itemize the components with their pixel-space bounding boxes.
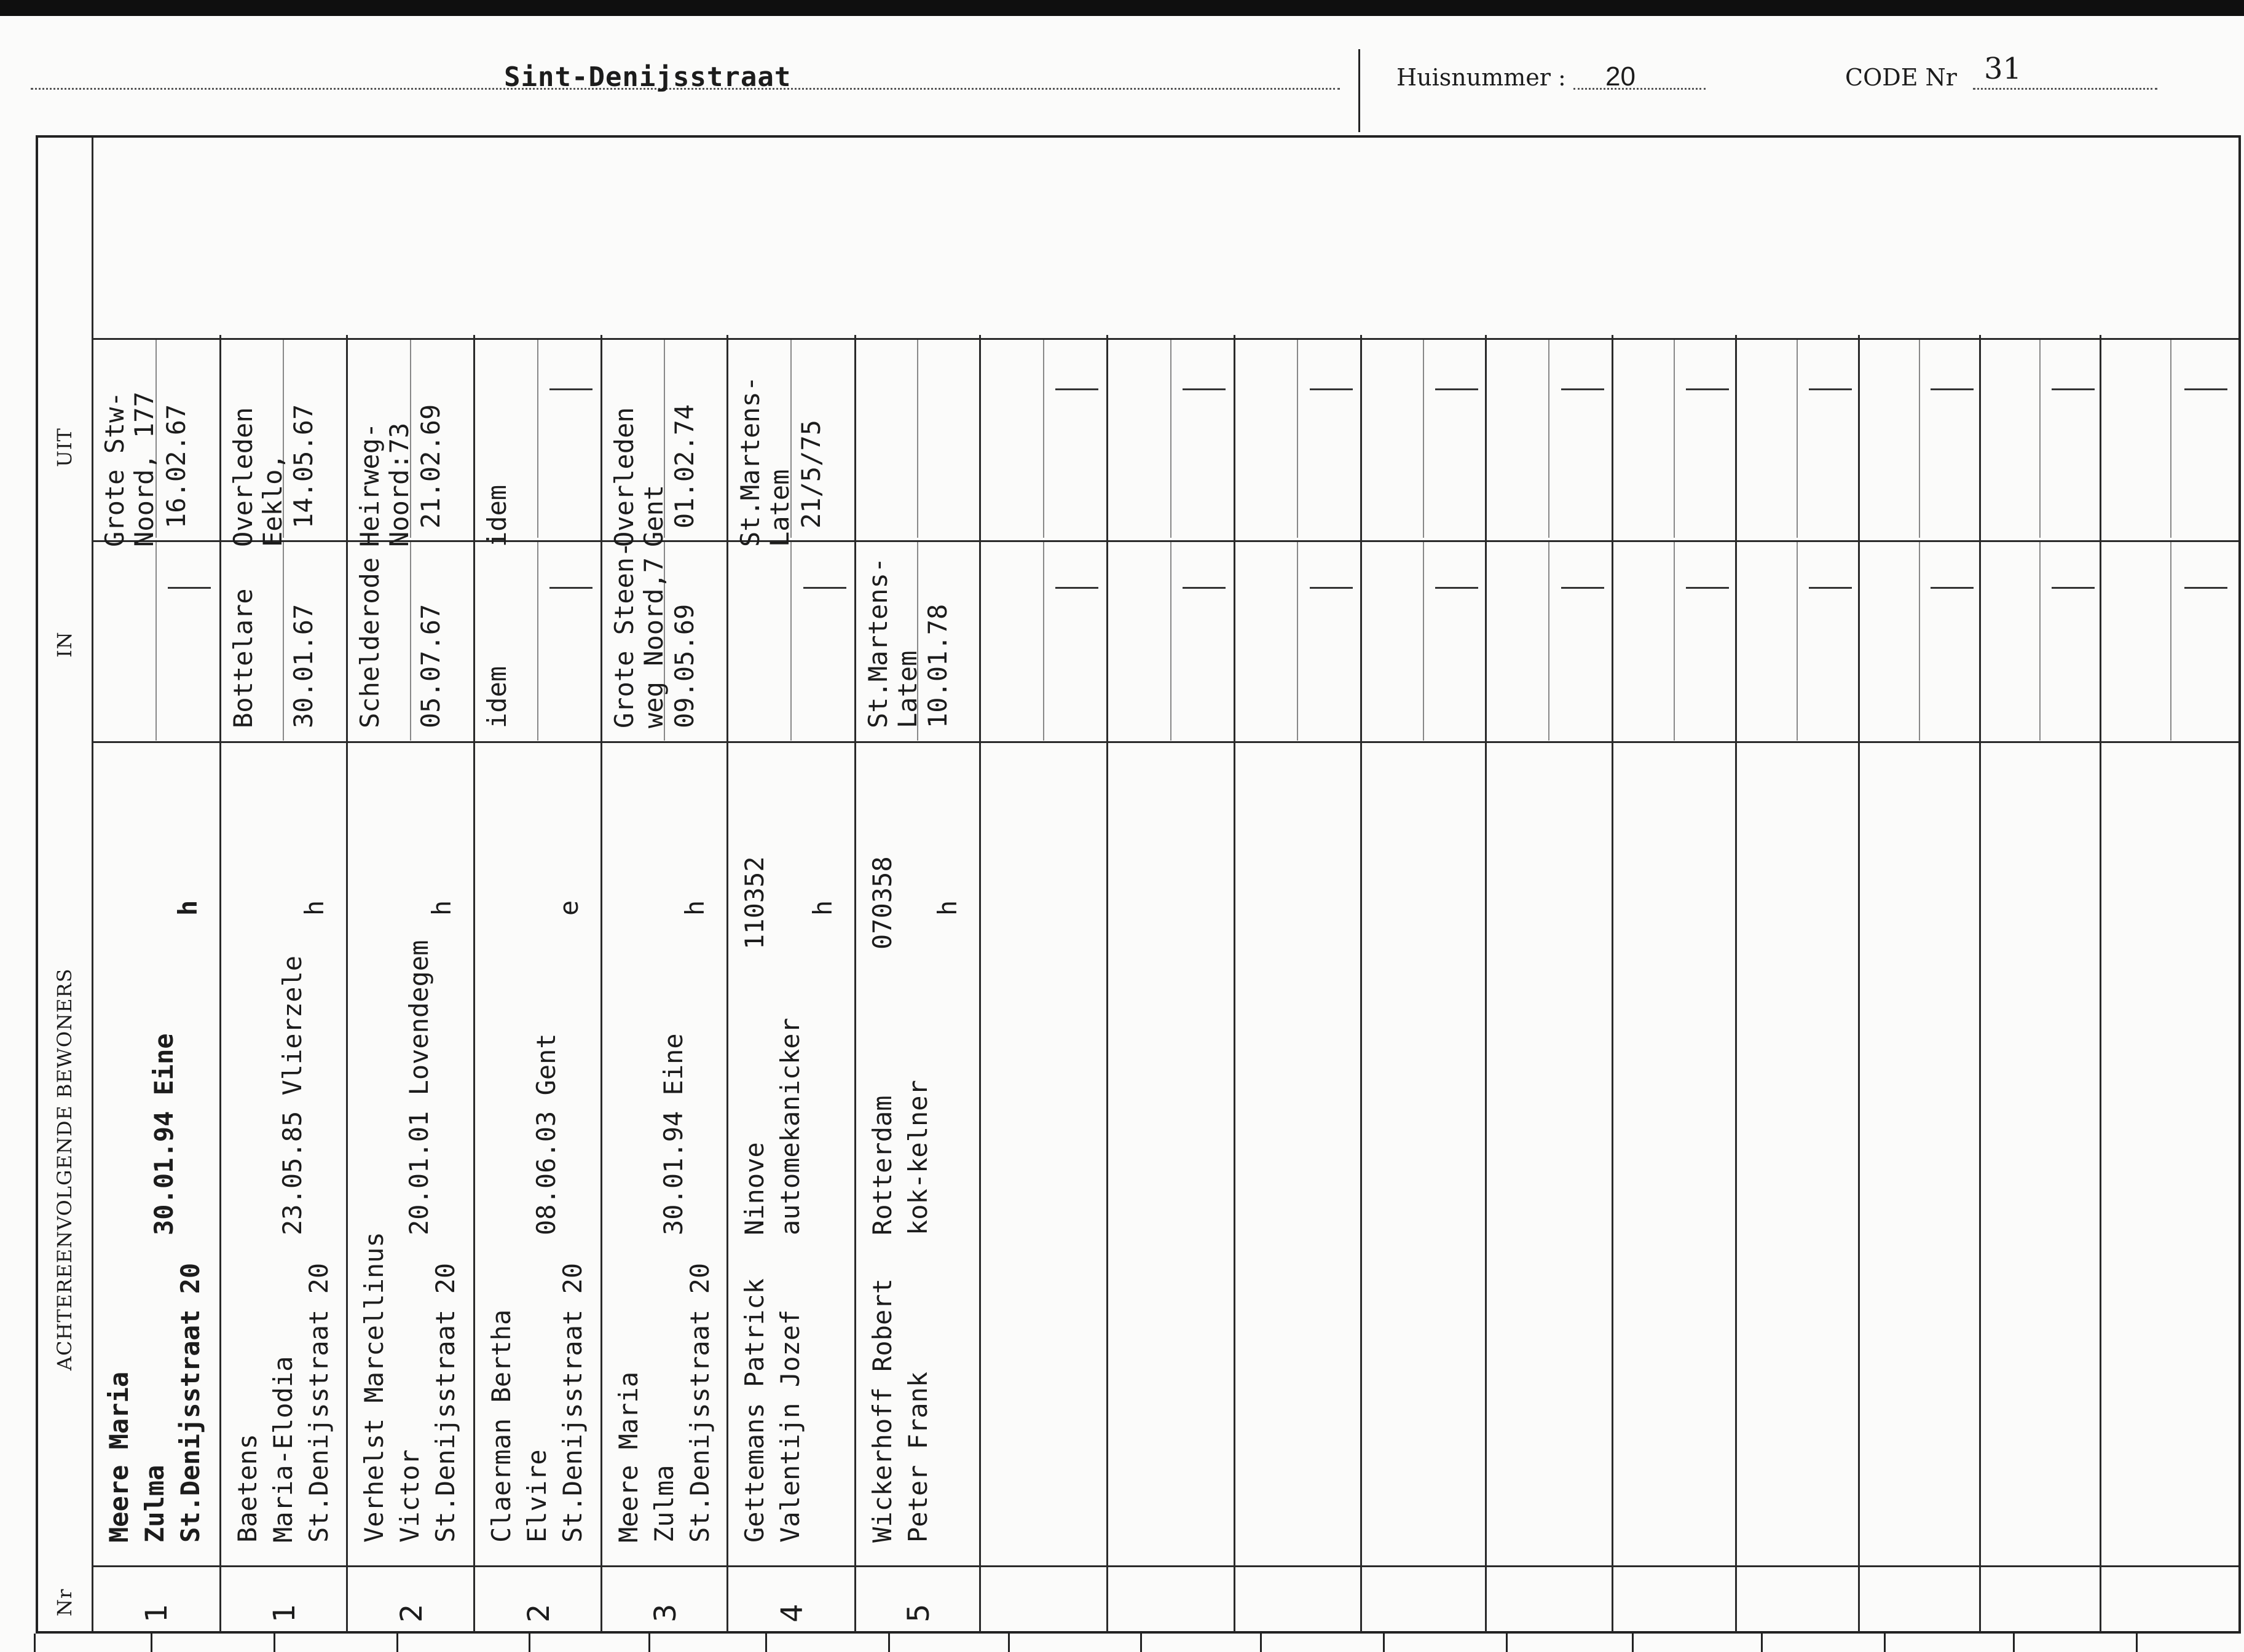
in-date-split <box>283 541 284 741</box>
in-date: 09.05.69 <box>669 604 699 728</box>
uit-date-split <box>2039 338 2041 538</box>
in-date-split <box>156 541 157 741</box>
record-nr: 2 <box>394 1603 429 1622</box>
uit-date-split <box>1548 338 1549 538</box>
in-place: St.Martens- Latem <box>863 557 923 728</box>
in-date-split <box>1043 541 1044 741</box>
bottom-tick <box>396 1634 398 1652</box>
empty-uit-dash <box>1055 388 1098 390</box>
code-label: CODE Nr <box>1845 64 1957 91</box>
empty-uit-dash <box>1686 388 1729 390</box>
birth-info: 23.05.85 Vlierzele <box>277 955 307 1235</box>
resident-name-line: Verhelst Marcellinus <box>359 1232 389 1543</box>
bewoners-label: ACHTEREENVOLGENDE BEWONERS <box>53 968 76 1371</box>
empty-uit-dash <box>1435 388 1478 390</box>
in-place: idem <box>482 666 512 728</box>
birth-info: 08.06.03 Gent <box>531 1033 561 1235</box>
bottom-tick <box>2013 1634 2015 1652</box>
uit-date-split <box>537 338 538 538</box>
in-date: 30.01.67 <box>288 604 319 728</box>
resident-name-line: Victor <box>395 1449 425 1543</box>
huisnummer-dotted-line <box>1573 88 1706 90</box>
uit-date-split <box>1797 338 1798 538</box>
resident-name-line: St.Denijsstraat 20 <box>304 1262 334 1543</box>
birth-info: Ninove <box>739 1142 770 1235</box>
bottom-tick <box>1260 1634 1262 1652</box>
bottom-tick <box>1632 1634 1634 1652</box>
empty-uit-dash <box>2052 388 2095 390</box>
uit-date-split <box>1170 338 1171 538</box>
empty-uit-dash <box>1809 388 1852 390</box>
person-code: 110352 <box>739 856 770 950</box>
in-place: Schelderode <box>355 557 385 728</box>
bottom-tick <box>529 1634 530 1652</box>
in-label: IN <box>53 631 76 658</box>
column-divider <box>854 335 856 1632</box>
role-marker: h <box>299 900 329 916</box>
uit-date-split <box>2170 338 2171 538</box>
uit-place: Overleden Gent <box>609 407 669 547</box>
uit-place: St.Martens- Latem <box>735 376 795 547</box>
in-date-split <box>410 541 411 741</box>
bottom-tick <box>151 1634 152 1652</box>
record-nr: 3 <box>648 1603 683 1622</box>
uit-label: UIT <box>53 428 76 467</box>
uit-date-split <box>1674 338 1675 538</box>
role-marker: h <box>808 900 838 916</box>
uit-date: 01.02.74 <box>669 404 699 529</box>
in-date-split <box>1797 541 1798 741</box>
column-divider <box>473 335 475 1632</box>
empty-uit-dash <box>549 388 592 390</box>
empty-uit-dash <box>1931 388 1974 390</box>
role-marker: h <box>932 900 963 916</box>
column-divider <box>1979 335 1981 1632</box>
in-date-split <box>1919 541 1920 741</box>
column-divider <box>2100 335 2101 1632</box>
occupation: automekanicker <box>775 1017 805 1235</box>
huisnummer-label: Huisnummer : <box>1396 64 1566 91</box>
in-date-split <box>1170 541 1171 741</box>
uit-place: Heirweg- Noord:73 <box>355 422 414 547</box>
resident-name-line: Baetens <box>232 1433 262 1543</box>
in-date: 05.07.67 <box>415 604 446 728</box>
uit-date-split <box>1423 338 1424 538</box>
in-date-split <box>1297 541 1298 741</box>
column-divider <box>1612 335 1613 1632</box>
bottom-tick <box>2136 1634 2138 1652</box>
column-divider <box>600 335 602 1632</box>
bottom-tick <box>888 1634 890 1652</box>
resident-name-line: Claerman Bertha <box>486 1309 516 1543</box>
uit-place: Grote Stw- Noord, 177 <box>100 391 159 547</box>
bottom-tick <box>1140 1634 1142 1652</box>
uit-date-split <box>1297 338 1298 538</box>
column-divider <box>726 335 728 1632</box>
empty-uit-dash <box>1561 388 1604 390</box>
column-divider <box>219 335 221 1632</box>
role-marker: e <box>554 900 584 916</box>
resident-name-line: Gettemans Patrick <box>739 1278 770 1543</box>
in-date-split <box>790 541 792 741</box>
scan-top-border <box>0 0 2244 16</box>
in-place: Bottelare <box>228 588 258 728</box>
empty-in-dash <box>168 587 211 589</box>
bottom-tick <box>1761 1634 1763 1652</box>
in-date-split <box>1674 541 1675 741</box>
uit-place: Overleden Eeklo, <box>228 407 288 547</box>
uit-date-split <box>1043 338 1044 538</box>
resident-name-line: St.Denijsstraat 20 <box>557 1262 588 1543</box>
empty-in-dash <box>1310 587 1353 589</box>
in-date-split <box>2039 541 2041 741</box>
birth-info: Rotterdam <box>867 1095 897 1235</box>
empty-in-dash <box>2052 587 2095 589</box>
record-nr: 5 <box>902 1603 937 1622</box>
in-date: 10.01.78 <box>922 604 953 728</box>
resident-name-line: Wickerhoff Robert <box>867 1278 897 1543</box>
column-divider <box>1360 335 1362 1632</box>
column-divider <box>1485 335 1487 1632</box>
person-code: 070358 <box>867 856 897 950</box>
in-date-split <box>2170 541 2171 741</box>
empty-in-dash <box>2184 587 2227 589</box>
column-divider <box>1735 335 1737 1632</box>
bottom-tick <box>1884 1634 1886 1652</box>
empty-in-dash <box>1686 587 1729 589</box>
uit-date: 21/5/75 <box>796 419 827 529</box>
resident-name-line: Meere Maria <box>104 1371 134 1543</box>
empty-in-dash <box>1809 587 1852 589</box>
resident-name-line: Meere Maria <box>613 1371 644 1543</box>
resident-name-line: Elvire <box>522 1449 552 1543</box>
column-divider <box>1106 335 1108 1632</box>
empty-in-dash <box>549 587 592 589</box>
birth-info: 20.01.01 Lovendegem <box>404 940 434 1235</box>
header-separator <box>1358 49 1360 132</box>
bottom-tick <box>648 1634 650 1652</box>
resident-name-line: Maria-Elodia <box>268 1356 298 1543</box>
empty-in-dash <box>1183 587 1226 589</box>
street-name: Sint-Denijsstraat <box>504 61 792 93</box>
birth-info: 30.01.94 Eine <box>658 1033 688 1235</box>
record-nr: 1 <box>267 1603 302 1622</box>
label-column-line <box>92 138 93 1631</box>
empty-in-dash <box>803 587 846 589</box>
column-divider <box>1234 335 1235 1632</box>
column-divider <box>979 335 981 1632</box>
empty-in-dash <box>1055 587 1098 589</box>
resident-name-line: Zulma <box>649 1465 679 1543</box>
record-nr: 2 <box>521 1603 556 1622</box>
role-marker: h <box>173 900 203 916</box>
bottom-tick <box>1383 1634 1385 1652</box>
in-date-split <box>1423 541 1424 741</box>
resident-name-line: Valentijn Jozef <box>775 1309 805 1543</box>
column-divider <box>346 335 348 1632</box>
column-divider <box>1858 335 1860 1632</box>
empty-uit-dash <box>1310 388 1353 390</box>
bottom-tick <box>1506 1634 1508 1652</box>
uit-date-split <box>917 338 918 538</box>
record-nr: 1 <box>140 1603 175 1622</box>
nr-label: Nr <box>53 1588 76 1616</box>
role-marker: h <box>427 900 457 916</box>
code-value: 31 <box>1984 52 2022 86</box>
role-marker: h <box>680 900 710 916</box>
in-place: Grote Steen- weg Noord,7 <box>609 541 669 728</box>
bottom-tick <box>34 1634 36 1652</box>
uit-date: 21.02.69 <box>415 404 446 529</box>
uit-date-split <box>1919 338 1920 538</box>
resident-name-line: Peter Frank <box>903 1371 933 1543</box>
empty-in-dash <box>1435 587 1478 589</box>
empty-in-dash <box>1931 587 1974 589</box>
record-nr: 4 <box>775 1603 810 1622</box>
uit-top-line <box>93 338 2238 340</box>
uit-date: 16.02.67 <box>160 404 191 529</box>
bewoners-nr-line <box>93 1565 2238 1567</box>
in-bewoners-line <box>93 741 2238 743</box>
in-date-split <box>537 541 538 741</box>
birth-info: 30.01.94 Eine <box>149 1033 179 1235</box>
empty-uit-dash <box>2184 388 2227 390</box>
resident-name-line: St.Denijsstraat 20 <box>430 1262 460 1543</box>
bottom-tick <box>274 1634 275 1652</box>
uit-place: idem <box>482 484 512 547</box>
resident-name-line: St.Denijsstraat 20 <box>175 1262 205 1543</box>
uit-in-line <box>93 540 2238 542</box>
uit-date: 14.05.67 <box>288 404 319 529</box>
huisnummer-value: 20 <box>1605 61 1636 92</box>
resident-name-line: St.Denijsstraat 20 <box>685 1262 715 1543</box>
occupation: kok-kelner <box>903 1080 933 1235</box>
bottom-tick <box>765 1634 767 1652</box>
in-date-split <box>1548 541 1549 741</box>
bottom-tick <box>1008 1634 1010 1652</box>
code-dotted-line <box>1973 88 2157 90</box>
empty-uit-dash <box>1183 388 1226 390</box>
resident-name-line: Zulma <box>140 1465 170 1543</box>
empty-in-dash <box>1561 587 1604 589</box>
